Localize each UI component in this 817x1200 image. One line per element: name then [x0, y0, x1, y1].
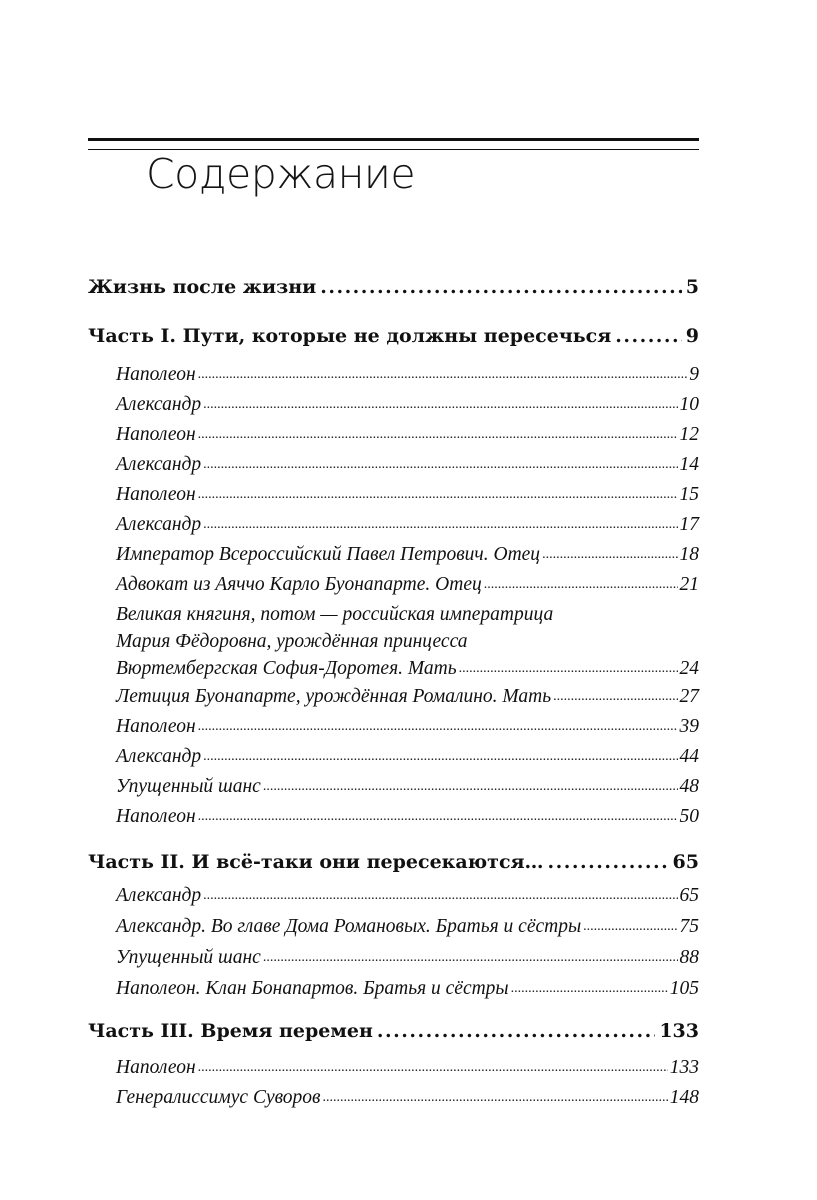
toc-item[interactable]: [116, 946, 699, 970]
toc-item-label: Летиция Буонапарте, урождённая Ромалино. Мать: [116, 686, 552, 707]
toc-item-label: Наполеон: [116, 424, 196, 445]
toc-leader-dots: [203, 884, 677, 908]
toc-part-label: Часть III. Время перемен: [88, 1020, 373, 1042]
toc-item[interactable]: [116, 393, 699, 417]
toc-item-page: 88: [679, 947, 699, 968]
toc-leader-dots: [323, 1086, 668, 1110]
toc-leader-dots: [198, 483, 678, 507]
toc-item-label: Наполеон: [116, 364, 196, 385]
toc-part-1[interactable]: [88, 324, 699, 348]
toc-part-page: 133: [659, 1020, 699, 1042]
toc-item[interactable]: [116, 715, 699, 739]
toc-leader-dots: [548, 850, 669, 874]
toc-part-2[interactable]: [88, 850, 699, 874]
toc-item[interactable]: [116, 775, 699, 799]
toc-item[interactable]: [116, 884, 699, 908]
toc-part-page: 9: [685, 325, 699, 347]
toc-item-page: 44: [679, 746, 699, 767]
toc-item-label: Наполеон: [116, 716, 196, 737]
toc-item-label: Наполеон: [116, 484, 196, 505]
toc-leader-dots: [203, 453, 677, 477]
toc-item[interactable]: [116, 573, 699, 597]
toc-leader-dots: [198, 1056, 668, 1080]
toc-item-page: 65: [679, 885, 699, 906]
toc-item-line: Великая княгиня, потом — российская императрица: [116, 604, 554, 625]
toc-item[interactable]: [116, 915, 699, 939]
toc-part-3[interactable]: [88, 1019, 699, 1043]
toc-item[interactable]: [116, 745, 699, 769]
toc-leader-dots: [203, 393, 677, 417]
toc-item-page: 10: [679, 394, 699, 415]
toc-entry-page: 5: [685, 276, 699, 298]
toc-item[interactable]: [116, 513, 699, 537]
toc-item-page: 21: [679, 574, 699, 595]
toc-item-label: Александр: [116, 885, 202, 906]
toc-leader-dots: [198, 423, 678, 447]
toc-item-page: 148: [669, 1087, 699, 1108]
toc-item[interactable]: [116, 543, 699, 567]
toc-item-label: Александр: [116, 454, 202, 475]
toc-item-label: Наполеон: [116, 806, 196, 827]
toc-item-label: Александр. Во главе Дома Романовых. Братья и сёстры: [116, 916, 582, 937]
toc-item[interactable]: [116, 453, 699, 477]
toc-item[interactable]: [116, 1056, 699, 1080]
toc-item-multiline[interactable]: [116, 601, 699, 682]
toc-part-page: 65: [672, 851, 699, 873]
toc-leader-dots: [198, 715, 678, 739]
toc-item-label: Александр: [116, 394, 202, 415]
toc-leader-dots: [320, 275, 682, 299]
toc-leader-dots: [203, 745, 677, 769]
toc-item-label: Александр: [116, 514, 202, 535]
toc-entry-label: Жизнь после жизни: [88, 276, 317, 298]
toc-leader-dots: [263, 775, 678, 799]
toc-leader-dots: [615, 324, 682, 348]
toc-item-page: 48: [679, 776, 699, 797]
toc-item-page: 133: [669, 1057, 699, 1078]
toc-item-page: 18: [679, 544, 699, 565]
toc-leader-dots: [263, 946, 678, 970]
toc-item-page: 12: [679, 424, 699, 445]
toc-intro-entry[interactable]: [88, 275, 699, 299]
toc-leader-dots: [377, 1019, 655, 1043]
toc-leader-dots: [583, 915, 677, 939]
toc-leader-dots: [198, 363, 688, 387]
toc-item-page: 14: [679, 454, 699, 475]
toc-item-label: Упущенный шанс: [116, 947, 261, 968]
toc-item[interactable]: [116, 685, 699, 709]
toc-item-page: 105: [669, 978, 699, 999]
toc-item-label: Генералиссимус Суворов: [116, 1087, 321, 1108]
header-rule-thick: [88, 138, 699, 141]
toc-item-page: 39: [679, 716, 699, 737]
toc-part-label: Часть II. И всё-таки они пересекаются…: [88, 851, 544, 873]
toc-item[interactable]: [116, 363, 699, 387]
toc-leader-dots: [553, 685, 677, 709]
toc-item-page: 17: [679, 514, 699, 535]
toc-item[interactable]: [116, 423, 699, 447]
toc-item-line: Мария Фёдоровна, урождённая принцесса: [116, 631, 468, 652]
toc-leader-dots: [203, 513, 677, 537]
toc-item-page: 27: [679, 686, 699, 707]
toc-item[interactable]: [116, 483, 699, 507]
toc-item[interactable]: [116, 1086, 699, 1110]
toc-item-label: Наполеон. Клан Бонапартов. Братья и сёстры: [116, 978, 509, 999]
toc-leader-dots: [459, 655, 678, 682]
toc-part-label: Часть I. Пути, которые не должны пересечься: [88, 325, 612, 347]
toc-item-page: 9: [689, 364, 699, 385]
toc-leader-dots: [484, 573, 678, 597]
toc-item-page: 24: [679, 658, 699, 679]
toc-item-label: Александр: [116, 746, 202, 767]
toc-leader-dots: [511, 977, 668, 1001]
toc-item-line: Вюртембергская София-Доротея. Мать: [116, 658, 457, 679]
toc-item-label: Адвокат из Аяччо Карло Буонапарте. Отец: [116, 574, 482, 595]
toc-leader-dots: [542, 543, 677, 567]
toc-item-page: 75: [679, 916, 699, 937]
toc-item[interactable]: [116, 805, 699, 829]
toc-item-label: Наполеон: [116, 1057, 196, 1078]
toc-leader-dots: [198, 805, 678, 829]
toc-item-label: Император Всероссийский Павел Петрович. Отец: [116, 544, 541, 565]
toc-item-page: 50: [679, 806, 699, 827]
page-title: Содержание: [146, 150, 416, 198]
toc-item-label: Упущенный шанс: [116, 776, 261, 797]
toc-item-page: 15: [679, 484, 699, 505]
toc-item[interactable]: [116, 977, 699, 1001]
